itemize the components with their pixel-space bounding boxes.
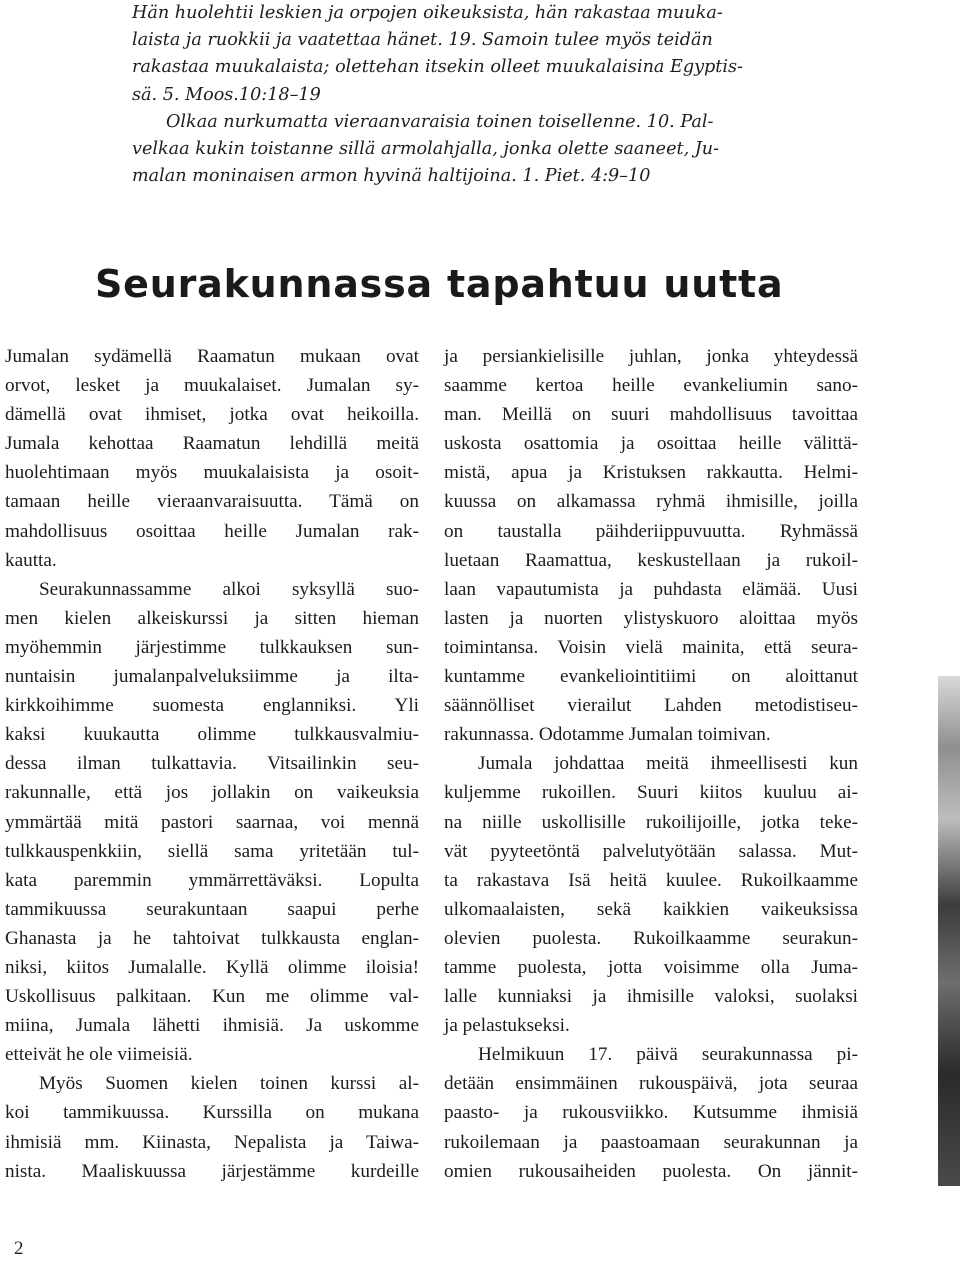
text-line: man. Meillä on suuri mahdollisuus tavoittaa [444,404,858,426]
article-paragraph [5,1069,419,1185]
text-line: tamme puolesta, jotta voisimme olla Juma- [444,956,858,978]
text-line: Myös Suomen kielen toinen kurssi al- [39,1073,419,1095]
quote-line: sä. 5. Moos.10:18–19 [132,84,321,105]
text-line: kata paremmin ymmärrettäväksi. Lopulta [5,869,419,891]
text-line: orvot, lesket ja muukalaiset. Jumalan sy- [5,375,419,397]
article-column-right [444,342,858,1186]
text-line: Jumalan sydämellä Raamatun mukaan ovat [5,346,419,367]
quote-line: rakastaa muukalaista; olettehan itsekin olleet muukalaisina Egyptis- [132,57,743,78]
text-line: etteivät he ole viimeisiä. [5,1044,193,1066]
text-line: ihmisiä mm. Kiinasta, Nepalista ja Taiwa- [5,1131,419,1153]
text-line: olevien puolesta. Rukoilkaamme seurakun- [444,927,858,949]
text-line: rukoilemaan ja paastoamaan seurakunnan ja [444,1131,858,1153]
text-line: lalle kunniaksi ja ihmisille valoksi, suolaksi [444,986,858,1008]
article-paragraph [5,575,419,1070]
text-line: paasto- ja rukousviikko. Kutsumme ihmisiä [444,1102,858,1124]
article-paragraph [444,342,858,749]
text-line: tammikuussa seurakuntaan saapui perhe [5,898,419,920]
text-line: myöhemmin järjestimme tulkkauksen sun- [5,636,419,658]
text-line: mahdollisuus osoittaa heille Jumalan rak- [5,520,419,542]
text-line: kuussa on alkamassa ryhmä ihmisille, joilla [444,491,858,513]
text-line: Uskollisuus palkitaan. Kun me olimme val- [5,986,419,1008]
quote-line: laista ja ruokkii ja vaatettaa hänet. 19. Samoin tulee myös teidän [132,30,713,51]
text-line: lasten ja nuorten ylistyskuoro aloittaa myös [444,607,858,629]
text-line: rakunnassa. Odotamme Jumalan toimivan. [444,724,771,746]
text-line: ymmärtää mitä pastori saarnaa, voi mennä [5,811,419,833]
text-line: tulkkauspenkkiin, siellä sama yritetään tul- [5,840,419,862]
text-line: miina, Jumala lähetti ihmisiä. Ja uskomme [5,1015,419,1037]
text-line: huolehtimaan myös muukalaisista ja osoit- [5,462,419,484]
article-title: Seurakunnassa tapahtuu uutta [95,262,784,306]
text-line: niksi, kiitos Jumalalle. Kyllä olimme iloisia! [5,956,419,978]
text-line: detään ensimmäinen rukouspäivä, jota seuraa [444,1073,858,1095]
text-line: vät pyyteetöntä palvelutyötään salassa. Mut- [444,840,858,862]
text-line: na niille uskollisille rukoilijoille, jotka teke- [444,811,858,833]
page-number: 2 [14,1238,24,1259]
text-line: dessa ilman tulkattavia. Vitsailinkin seu- [5,753,419,775]
quote-paragraph-2 [132,109,744,191]
text-line: koi tammikuussa. Kurssilla on mukana [5,1102,419,1124]
text-line: kaksi kuukautta olimme tulkkausvalmiu- [5,724,419,746]
quote-line: malan moninaisen armon hyvinä haltijoina. 1. Piet. 4:9–10 [132,166,651,187]
text-line: Seurakunnassamme alkoi syksyllä suo- [39,578,419,600]
quote-line: Olkaa nurkumatta vieraanvaraisia toinen toisellenne. 10. Pal- [166,111,714,132]
text-line: omien rukousaiheiden puolesta. On jännit- [444,1160,858,1182]
text-line: kuljemme rukoillen. Suuri kiitos kuuluu ai- [444,782,858,804]
text-line: kirkkoihimme suomesta englanniksi. Yli [5,695,419,717]
text-line: kuntamme evankeliointitiimi on aloittanut [444,666,858,688]
text-line: nuntaisin jumalanpalveluksiimme ja ilta- [5,666,419,688]
text-line: dämellä ovat ihmiset, jotka ovat heikoilla. [5,404,419,426]
text-line: kautta. [5,549,57,571]
text-line: tamaan heille vieraanvaraisuutta. Tämä on [5,491,419,513]
text-line: nista. Maaliskuussa järjestämme kurdeille [5,1160,419,1182]
text-line: Helmikuun 17. päivä seurakunnassa pi- [478,1044,858,1066]
text-line: saamme kertoa heille evankeliumin sano- [444,375,858,397]
text-line: ja persiankielisille juhlan, jonka yhteydessä [444,346,858,367]
text-line: on taustalla päihderiippuvuutta. Ryhmässä [444,520,858,542]
article-paragraph [444,1040,858,1185]
text-line: Jumala kehottaa Raamatun lehdillä meitä [5,433,419,455]
scripture-quote [132,0,744,190]
quote-line: velkaa kukin toistanne sillä armolahjalla, jonka olette saaneet, Ju- [132,139,720,160]
photo-edge-image [938,676,960,1186]
article-column-left [5,342,419,1186]
article-paragraph [444,749,858,1040]
text-line: men kielen alkeiskurssi ja sitten hieman [5,607,419,629]
quote-line: Hän huolehtii leskien ja orpojen oikeuksista, hän rakastaa muuka- [132,3,723,23]
text-line: ta rakastava Isä heitä kuulee. Rukoilkaamme [444,869,858,891]
text-line: Jumala johdattaa meitä ihmeellisesti kun [478,753,858,775]
text-line: ja pelastukseksi. [444,1015,570,1037]
text-line: rakunnalle, että jos jollakin on vaikeuksia [5,782,419,804]
text-line: mistä, apua ja Kristuksen rakkautta. Helmi- [444,462,858,484]
text-line: toimintansa. Voisin vielä mainita, että seura- [444,636,858,658]
text-line: uskosta osattomia ja osoittaa heille välittä- [444,433,858,455]
text-line: ulkomaalaisten, sekä kaikkien vaikeuksissa [444,898,858,920]
text-line: laan vapautumista ja puhdasta elämää. Uusi [444,578,858,600]
text-line: Ghanasta ja he tahtoivat tulkkausta englan- [5,927,419,949]
text-line: säännölliset vierailut Lahden metodistiseu- [444,695,858,717]
quote-paragraph-1 [132,0,744,109]
article-paragraph [5,342,419,575]
text-line: luetaan Raamattua, keskustellaan ja rukoil- [444,549,858,571]
